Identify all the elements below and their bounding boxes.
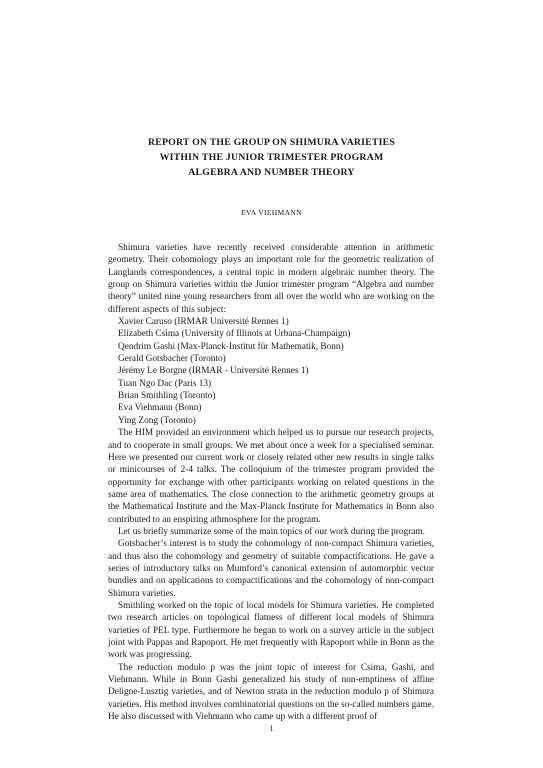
participant-item: Qendrim Gashi (Max-Planck-Institut für Mathematik, Bonn) [118, 341, 344, 352]
gotsbacher-paragraph: Gotsbacher’s interest is to study the cohomology of non-compact Shimura varieties, and thus also the cohomology and geometry of suitable compactifications. He gave a series of introductory talks on Mumford’s canonical extension of automorphic vector bundles and on applications to compactifications and the cohomology of non-compact Shimura varieties. [108, 539, 434, 599]
participant-item: Tuan Ngo Dac (Paris 13) [118, 378, 212, 389]
title-line: REPORT ON THE GROUP ON SHIMURA VARIETIES [147, 137, 395, 148]
author-name: EVA VIEHMANN [241, 208, 302, 217]
reduction-paragraph: The reduction modulo p was the joint topic of interest for Csima, Gashi, and Viehmann. While in Bonn Gashi generalized his study of non-emptiness of affine Deligne-Lusztig varieties, and of Newton strata in the reduction modulo p of Shimura varieties. His method involves combinatorial questions on the so-called numbers game. He also discussed with Viehmann who came up with a different proof of [108, 662, 434, 723]
participant-item: Elizabeth Csima (University of Illinois at Urbana-Champaign) [118, 329, 351, 340]
smithling-paragraph: Smithling worked on the topic of local models for Shimura varieties. He completed two research articles on topological flatness of different local models of Shimura varieties of PEL type. Furthermore he began to work on a survey article in the subject joint with Pappas and Rapoport. He met frequently with Rapoport while in Bonn as the work was progressing. [108, 600, 434, 661]
intro-paragraph: Shimura varieties have recently received considerable attention in arithmetic geometry. Their cohomology plays an important role for the geometric realization of Langlands correspondences, a central topic in modern algebraic number theory. The group on Shimura varieties within the Junior trimester program “Algebra and number theory” united nine young researchers from all over the world who are working on the different aspects of this subject: [108, 243, 434, 315]
page-number: 1 [269, 724, 274, 733]
participant-item: Eva Viehmann (Bonn) [118, 403, 202, 414]
title-line: ALGEBRA AND NUMBER THEORY [188, 167, 355, 178]
paper-title [0, 135, 543, 180]
title-line: WITHIN THE JUNIOR TRIMESTER PROGRAM [159, 152, 384, 163]
participant-item: Ying Zong (Toronto) [118, 415, 196, 426]
participant-item: Brian Smithling (Toronto) [118, 391, 216, 402]
participant-list [108, 316, 434, 427]
paper-body [108, 242, 434, 723]
participant-item: Gerald Gotsbacher (Toronto) [118, 354, 226, 365]
participant-item: Jérémy Le Borgne (IRMAR - Université Rennes 1) [118, 366, 309, 377]
him-paragraph: The HIM provided an environment which helped us to pursue our research projects, and to cooperate in small groups. We met about once a week for a specialised seminar. Here we presented our current work or closely related other new results in single talks or minicourses of 2-4 talks. The colloquium of the trimester program provided the opportunity for exchange with other participants working on related questions in the same area of mathematics. The close connection to the arithmetic geometry groups at the Mathematical Institute and the Max-Planck Institute for Mathematics in Bonn also contributed to an enspiring athmosphere for the program. [108, 428, 434, 525]
participant-item: Xavier Caruso (IRMAR Université Rennes 1) [118, 317, 289, 328]
summary-paragraph: Let us briefly summarize some of the main topics of our work during the program. [118, 526, 425, 537]
